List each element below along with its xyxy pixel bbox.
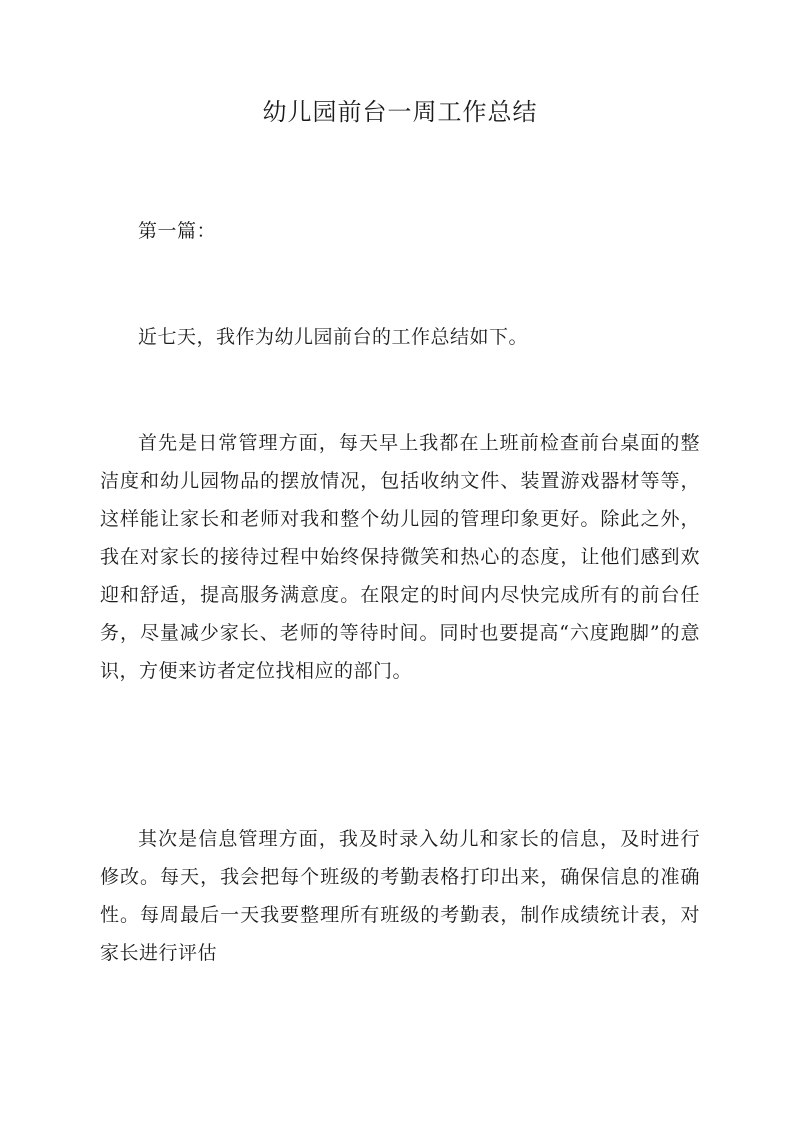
intro-paragraph: 近七天，我作为幼儿园前台的工作总结如下。 [138, 326, 529, 348]
document-title: 幼儿园前台一周工作总结 [262, 98, 538, 126]
daily-management-paragraph: 首先是日常管理方面，每天早上我都在上班前检查前台桌面的整洁度和幼儿园物品的摆放情况，包括收纳文件、装置游戏器材等等，这样能让家长和老师对我和整个幼儿园的管理印象更好。除此之外，我在对家长的接待过程中始终保持微笑和热心的态度，让他们感到欢迎和舒适，提高服务满意度。在限定的时间内尽快完成所有的前台任务，尽量减少家长、老师的等待时间。同时也要提高“六度跑脚”的意识，方便来访者定位找相应的部门。 [100, 432, 700, 682]
section-heading: 第一篇： [138, 220, 217, 242]
info-management-paragraph: 其次是信息管理方面，我及时录入幼儿和家长的信息，及时进行修改。每天，我会把每个班级的考勤表格打印出来，确保信息的准确性。每周最后一天我要整理所有班级的考勤表，制作成绩统计表，对家长进行评估 [100, 828, 700, 964]
